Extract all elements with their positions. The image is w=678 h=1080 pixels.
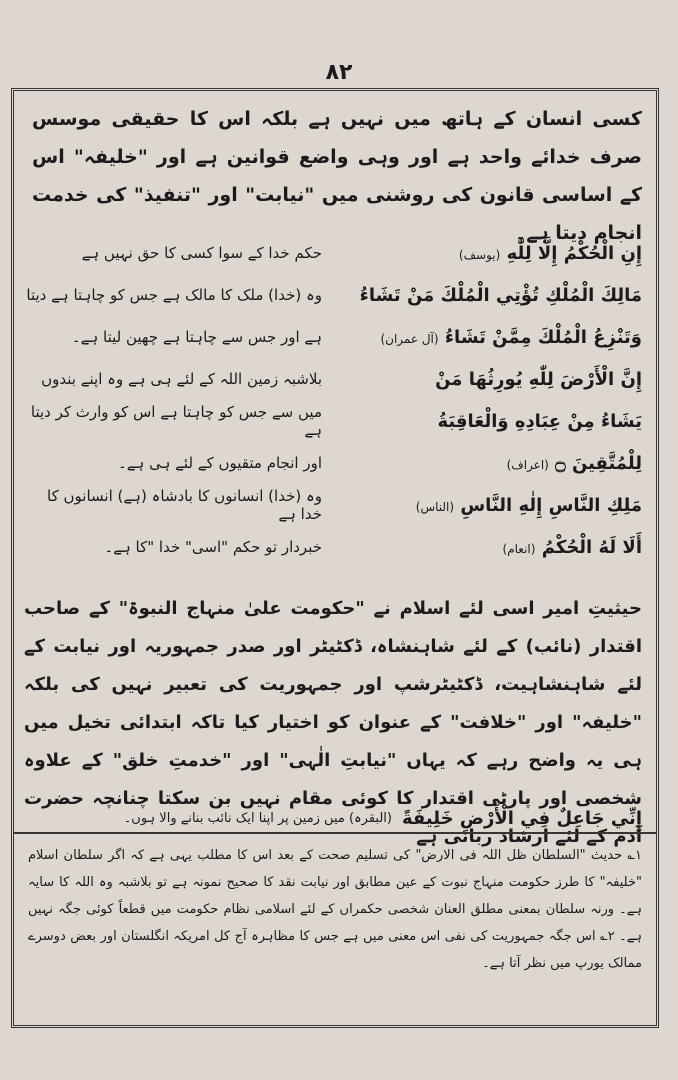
- verse-translation: بلاشبہ زمین اللہ کے لئے ہی ہے وہ اپنے بندوں: [41, 370, 322, 388]
- verse-translation: خبردار تو حکم "اسی" خدا "کا ہے۔: [104, 538, 322, 556]
- page-number: ۸۲: [325, 60, 353, 85]
- verse-arabic: أَلَا لَهُ الْحُكْمُ (انعام): [502, 536, 642, 558]
- verse-list: [22, 232, 642, 568]
- verse-reference: (آل عمران): [380, 331, 439, 346]
- verse-translation: وہ (خدا) ملک کا مالک ہے جس کو چاہتا ہے دیتا: [26, 286, 322, 304]
- verse-arabic: مَلِكِ النَّاسِ إِلٰهِ النَّاسِ (الناس): [415, 494, 642, 516]
- verse-row: [22, 358, 642, 400]
- verse-reference: (البقرہ): [348, 811, 392, 826]
- verse-row: [22, 232, 642, 274]
- closing-verse-arabic: إِنِّي جَاعِلٌ فِي الْأَرْضِ خَلِيفَةً: [402, 808, 642, 829]
- footnote-divider: [14, 832, 656, 834]
- closing-verse-translation: (البقرہ) میں زمین پر اپنا ایک نائب بنانے والا ہوں۔: [123, 811, 392, 826]
- verse-translation: اور انجام متقیوں کے لئے ہی ہے۔: [117, 454, 322, 472]
- verse-row: [22, 484, 642, 526]
- verse-row: [22, 400, 642, 442]
- body-paragraph: حیثیتِ امیر اسی لئے اسلام نے "حکومت علیٰ منہاج النبوۃ" کے صاحب اقتدار (نائب) کے لئے شاہنشاہ، ڈکٹیٹر اور صدر جمہوریہ اور نیابت کے لئے شاہنشاہیت، ڈکٹیٹرشپ اور جمہوریت کی تعبیر نہیں کی بلکہ "خلیفہ" اور "خلافت" کے عنوان کو اختیار کیا تاکہ ابتدائی تخیل میں ہی یہ واضح رہے کہ یہاں "نیابتِ الٰہی" اور "خدمتِ خلق" کے علاوہ شخصی اور پارٹی اقتدار کا کوئی مقام نہیں بن سکتا چنانچہ حضرت آدم کے لئے ارشاد ربانی ہے: [24, 598, 642, 847]
- verse-row: [22, 442, 642, 484]
- verse-reference: (اعراف): [506, 457, 549, 472]
- footnotes: ۱؎ حدیث "السلطان ظل اللہ فی الارض" کی تسلیم صحت کے بعد اس کا مطلب یہی ہے کہ اگر سلطان اسلام "خلیفہ" کا طرز حکومت منہاج نبوت کے عین مطابق اور نیابت نقد کا صحیح نمونہ ہے تو بلاشبہ وہ اللہ کا سایہ ہے۔ ورنہ سلطان بمعنی مطلق العنان شخصی حکمراں کے لئے اسلامی نظام حکومت میں قطعاً کوئی جگہ نہیں ہے۔ ۲؎ اس جگہ جمہوریت کی نفی اس معنی میں ہے جس کا مظاہرہ آج کل امریکہ انگلستان اور بعض دوسرے ممالک یورپ میں نظر آتا ہے۔: [28, 848, 643, 971]
- verse-row: [22, 274, 642, 316]
- verse-arabic: إِنَّ الْأَرْضَ لِلّٰهِ يُورِثُهَا مَنْ: [435, 368, 642, 390]
- verse-reference: (یوسف): [458, 247, 501, 262]
- verse-reference: (الناس): [415, 499, 455, 514]
- verse-translation: وہ (خدا) انسانوں کا بادشاہ (ہے) انسانوں کا خدا ہے: [47, 487, 322, 523]
- verse-translation: میں سے جس کو چاہتا ہے اس کو وارث کر دیتا ہے: [30, 403, 322, 439]
- closing-verse: [24, 808, 642, 829]
- verse-arabic: لِلْمُتَّقِينَ ۝ (اعراف): [506, 452, 642, 474]
- verse-arabic: يَشَاءُ مِنْ عِبَادِهِ وَالْعَاقِبَةُ: [437, 410, 642, 432]
- verse-arabic: وَتَنْزِعُ الْمُلْكَ مِمَّنْ تَشَاءُ (آل عمران): [380, 326, 642, 348]
- verse-row: [22, 316, 642, 358]
- verse-reference: (انعام): [502, 541, 536, 556]
- verse-translation: حکم خدا کے سوا کسی کا حق نہیں ہے: [81, 244, 322, 262]
- intro-paragraph: کسی انسان کے ہاتھ میں نہیں ہے بلکہ اس کا حقیقی موسس صرف خدائے واحد ہے اور وہی واضع قوانین ہے اور "خلیفہ" اس کے اساسی قانون کی روشنی میں "نیابت" اور "تنفیذ" کی خدمت انجام دیتا ہے۔: [32, 108, 642, 244]
- verse-arabic: مَالِكَ الْمُلْكِ تُؤْتِي الْمُلْكَ مَنْ تَشَاءُ: [359, 284, 642, 306]
- verse-translation: ہے اور جس سے چاہتا ہے چھین لیتا ہے۔: [71, 328, 322, 346]
- verse-row: [22, 526, 642, 568]
- verse-arabic: إِنِ الْحُكْمُ إِلَّا لِلّٰهِ (یوسف): [458, 242, 642, 264]
